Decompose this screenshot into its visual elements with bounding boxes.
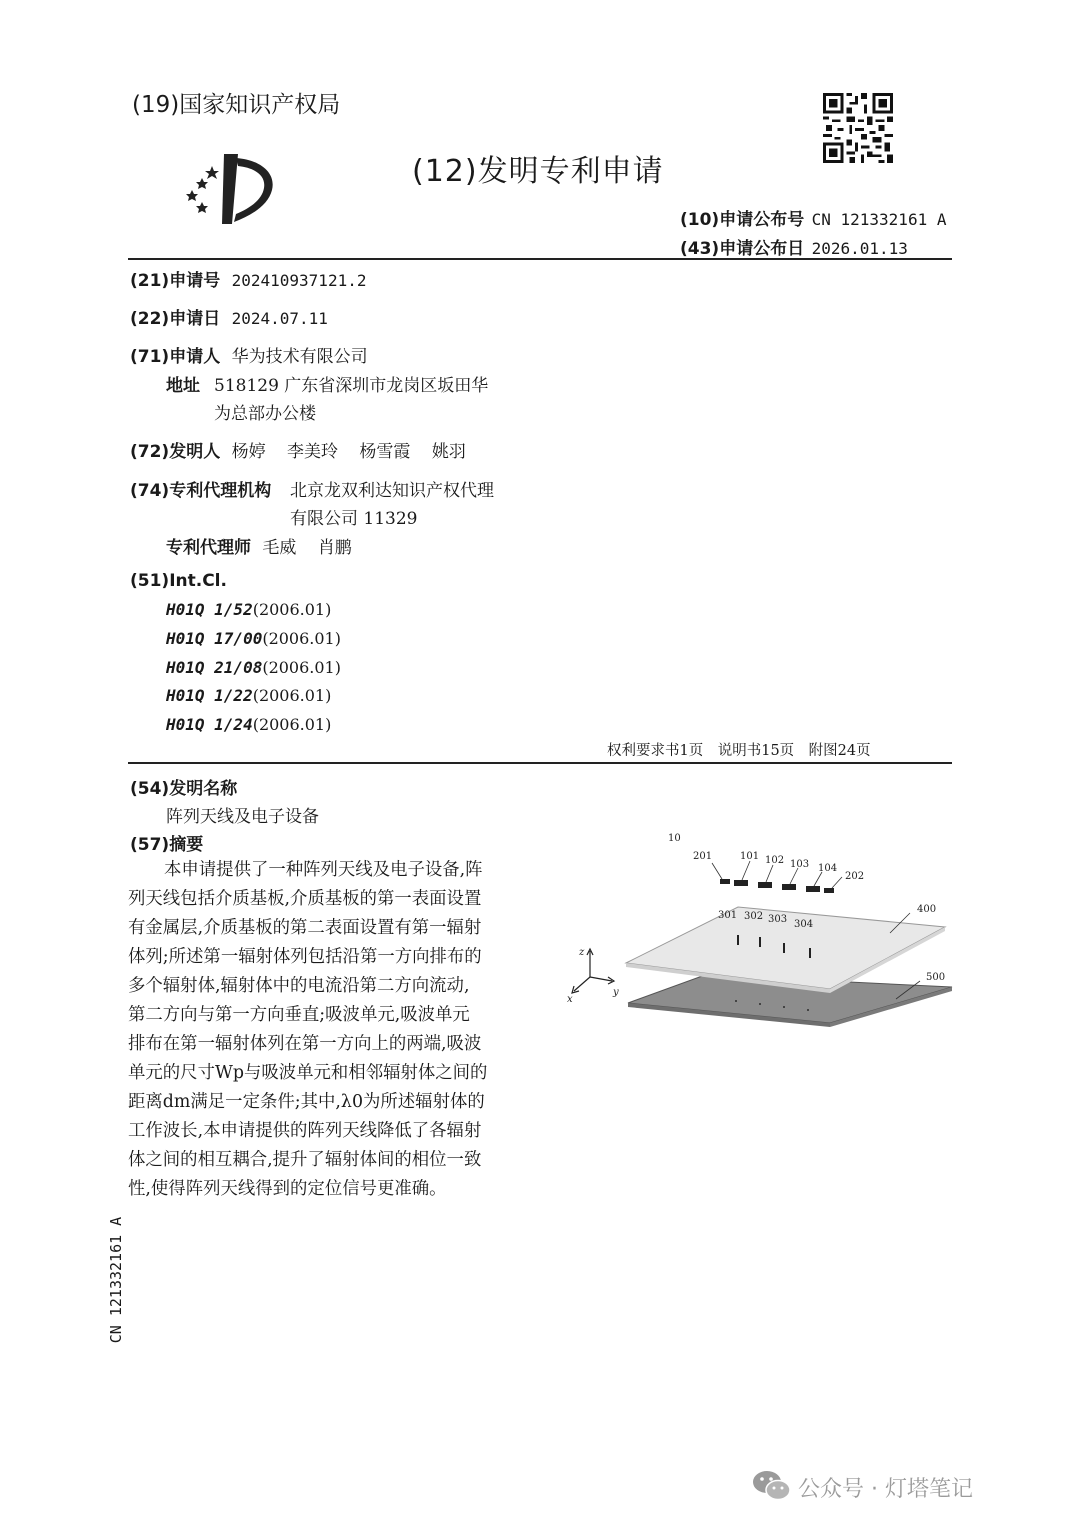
ref-label-104: 104 [818,863,838,874]
qr-code-icon [822,93,894,163]
publication-number-row [680,205,946,230]
abstract-line: 体列;所述第一辐射体列包括沿第一方向排布的 [128,947,482,967]
ref-label-10: 10 [668,833,681,844]
publication-date-label: (43)申请公布日 [680,239,805,259]
address-line-2: 为总部办公楼 [214,404,316,424]
abstract-label: (57)摘要 [130,835,204,855]
ipc-code: H01Q 1/52 [166,600,253,619]
ipc-version: (2006.01) [252,686,332,705]
applicant-label: (71)申请人 [130,347,221,367]
application-date-label: (22)申请日 [130,309,221,329]
agent-label: 专利代理师 [166,538,251,558]
agency-line-1: 北京龙双利达知识产权代理 [290,481,494,501]
inventor-name: 杨雪霞 [359,442,411,462]
abstract-line: 列天线包括介质基板,介质基板的第一表面设置 [128,889,482,909]
ref-label-101: 101 [740,851,760,862]
agent-row [166,533,352,558]
ipc-entry [166,658,341,677]
cnipa-emblem-icon [180,150,280,228]
wechat-icon [752,1468,792,1504]
ref-label-302: 302 [744,911,764,922]
ipc-entry [166,629,341,648]
publication-date-row [680,234,908,259]
agent-name: 肖鹏 [317,538,352,558]
inventor-name: 李美玲 [287,442,339,462]
inventor-row [130,437,466,462]
ref-label-201: 201 [693,851,713,862]
abstract-line: 第二方向与第一方向垂直;吸波单元,吸波单元 [128,1005,470,1025]
ipc-code: H01Q 1/22 [166,686,253,705]
publication-number-label: (10)申请公布号 [680,210,805,230]
ref-label-103: 103 [790,859,810,870]
ipc-code: H01Q 21/08 [166,658,263,677]
application-number: 202410937121.2 [231,271,367,290]
applicant-row [130,342,368,367]
ipc-label [130,571,227,591]
invention-title: 阵列天线及电子设备 [166,807,319,827]
ipc-version: (2006.01) [252,600,332,619]
application-date-row [130,304,328,329]
application-number-row [130,266,366,291]
ref-label-301: 301 [718,910,738,921]
abstract-line: 有金属层,介质基板的第二表面设置有第一辐射 [128,918,482,938]
inventor-name: 姚羽 [431,442,466,462]
ref-label-202: 202 [845,871,865,882]
axis-label-z: z [579,947,585,958]
inventor-label: (72)发明人 [130,442,221,462]
ipc-version: (2006.01) [262,658,341,677]
address-label: 地址 [166,376,200,396]
abstract-line: 距离dm满足一定条件;其中,λ0为所述辐射体的 [128,1092,485,1112]
inventor-name: 杨婷 [231,442,266,462]
watermark-text: 公众号 · 灯塔笔记 [798,1477,973,1502]
abstract-line: 工作波长,本申请提供的阵列天线降低了各辐射 [128,1121,482,1141]
header-divider [128,258,952,260]
axis-label-y: y [613,987,619,998]
ipc-label-text: (51)Int.Cl. [130,571,227,591]
ref-label-500: 500 [926,972,946,983]
ref-label-303: 303 [768,914,788,925]
abstract-line: 单元的尺寸Wp与吸波单元和相邻辐射体之间的 [128,1063,488,1083]
application-number-label: (21)申请号 [130,271,221,291]
side-publication-number: CN 121332161 A [107,1216,125,1344]
ref-label-304: 304 [794,919,814,930]
agent-name: 毛威 [262,538,297,558]
ref-label-400: 400 [917,904,937,915]
ipc-entry [166,600,331,619]
ipc-entry [166,715,331,734]
abstract-line: 排布在第一辐射体列在第一方向上的两端,吸波 [128,1034,482,1054]
abstract-figure [560,825,960,1050]
biblio-divider [128,762,952,764]
address-line-1: 518129 广东省深圳市龙岗区坂田华 [214,376,489,396]
agency-label: (74)专利代理机构 [130,481,272,501]
issuing-office: (19)国家知识产权局 [132,92,341,118]
abstract-line: 多个辐射体,辐射体中的电流沿第二方向流动, [128,976,470,996]
abstract-line: 本申请提供了一种阵列天线及电子设备,阵 [164,860,483,880]
document-type: (12)发明专利申请 [412,154,664,189]
publication-number: CN 121332161 A [811,210,947,229]
ipc-version: (2006.01) [252,715,332,734]
page-counts: 权利要求书1页 说明书15页 附图24页 [607,743,871,759]
publication-date: 2026.01.13 [811,239,908,258]
ipc-code: H01Q 1/24 [166,715,253,734]
invention-title-label: (54)发明名称 [130,779,238,799]
abstract-line: 体之间的相互耦合,提升了辐射体间的相位一致 [128,1150,482,1170]
ref-label-102: 102 [765,855,785,866]
axis-label-x: x [567,994,573,1005]
applicant-name: 华为技术有限公司 [231,347,368,367]
application-date: 2024.07.11 [231,309,328,328]
ipc-version: (2006.01) [262,629,341,648]
abstract-line: 性,使得阵列天线得到的定位信号更准确。 [128,1179,447,1199]
agency-line-2: 有限公司 11329 [290,509,418,529]
ipc-entry [166,686,331,705]
abstract-body [128,856,522,1204]
ipc-code: H01Q 17/00 [166,629,263,648]
